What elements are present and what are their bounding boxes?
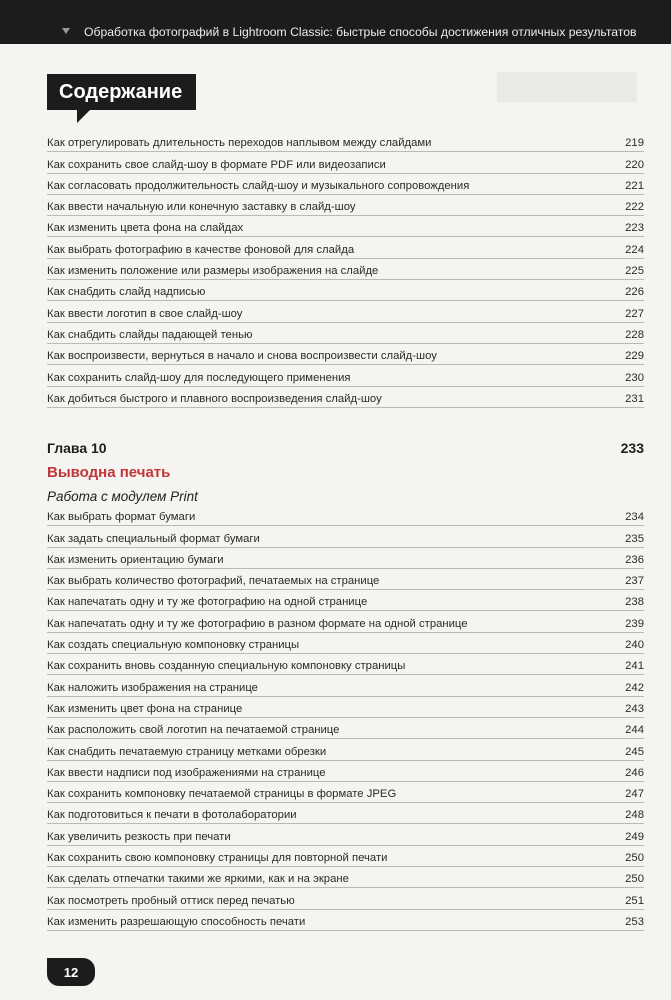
section-heading-label: Содержание (59, 80, 183, 103)
toc-entry-page: 248 (625, 809, 644, 822)
toc-entry-page: 250 (625, 852, 644, 865)
toc-entry-title: Как сделать отпечатки такими же яркими, как и на экране (47, 873, 349, 886)
toc-entry-title: Как выбрать количество фотографий, печатаемых на странице (47, 575, 380, 588)
toc-entry-title: Как увеличить резкость при печати (47, 830, 231, 843)
toc-entry-title: Как сохранить слайд-шоу для последующего применения (47, 371, 351, 384)
toc-entry (47, 739, 644, 760)
toc-entry (47, 846, 644, 867)
chapter-label: Глава 10 (47, 440, 107, 456)
toc-entry (47, 867, 644, 888)
toc-entry-page: 245 (625, 745, 644, 758)
toc-entry (47, 195, 644, 216)
toc-entry-title: Как напечатать одну и ту же фотографию на одной странице (47, 596, 368, 609)
toc-entry-page: 251 (625, 894, 644, 907)
toc-entry-page: 238 (625, 596, 644, 609)
toc-entry-page: 231 (625, 392, 644, 405)
chapter-heading (47, 440, 644, 456)
chapter-page: 233 (620, 440, 644, 456)
toc-entry-page: 240 (625, 639, 644, 652)
toc-entry (47, 782, 644, 803)
toc-entry (47, 216, 644, 237)
toc-entry-page: 250 (625, 873, 644, 886)
toc-entry-page: 225 (625, 265, 644, 278)
toc-entry-page: 224 (625, 243, 644, 256)
toc-entry-page: 226 (625, 286, 644, 299)
toc-entry (47, 237, 644, 258)
toc-entry (47, 505, 644, 526)
toc-entry-page: 249 (625, 830, 644, 843)
book-title: Обработка фотографий в Lightroom Classic: быстрые способы достижения отличных результатов (84, 25, 637, 39)
toc-list-chapter (47, 505, 644, 931)
toc-entry-page: 243 (625, 702, 644, 715)
running-header (0, 0, 671, 44)
toc-entry (47, 280, 644, 301)
toc-entry (47, 718, 644, 739)
toc-entry-page: 230 (625, 371, 644, 384)
toc-entry-title: Как подготовиться к печати в фотолаборатории (47, 809, 297, 822)
toc-entry-page: 237 (625, 575, 644, 588)
toc-entry-page: 220 (625, 158, 644, 171)
toc-entry-title: Как ввести логотип в свое слайд-шоу (47, 307, 243, 320)
page-number: 12 (63, 964, 79, 980)
toc-entry-page: 234 (625, 511, 644, 524)
toc-entry-title: Как изменить цвет фона на странице (47, 702, 243, 715)
toc-entry (47, 131, 644, 152)
toc-entry-page: 244 (625, 724, 644, 737)
toc-entry (47, 548, 644, 569)
toc-entry-title: Как ввести начальную или конечную заставку в слайд-шоу (47, 201, 356, 214)
bleed-through-shadow (497, 72, 637, 102)
toc-entry-title: Как посмотреть пробный оттиск перед печатью (47, 894, 295, 907)
toc-entry-title: Как напечатать одну и ту же фотографию в разном формате на одной странице (47, 617, 468, 630)
toc-entry (47, 910, 644, 931)
toc-list-top (47, 131, 644, 408)
toc-entry-page: 253 (625, 915, 644, 928)
toc-entry-page: 227 (625, 307, 644, 320)
toc-entry-title: Как снабдить слайды падающей тенью (47, 328, 253, 341)
toc-entry-title: Как задать специальный формат бумаги (47, 532, 260, 545)
toc-entry-page: 246 (625, 766, 644, 779)
toc-entry-title: Как добиться быстрого и плавного воспроизведения слайд-шоу (47, 392, 382, 405)
toc-entry (47, 611, 644, 632)
toc-entry-page: 223 (625, 222, 644, 235)
toc-entry-title: Как изменить разрешающую способность печати (47, 915, 306, 928)
toc-entry (47, 697, 644, 718)
toc-entry-title: Как воспроизвести, вернуться в начало и снова воспроизвести слайд-шоу (47, 350, 437, 363)
toc-entry (47, 803, 644, 824)
chapter-subtitle: Работа с модулем Print (47, 489, 198, 504)
toc-entry-title: Как расположить свой логотип на печатаемой странице (47, 724, 340, 737)
triangle-marker-icon (62, 28, 70, 34)
toc-entry-page: 235 (625, 532, 644, 545)
toc-entry-title: Как ввести надписи под изображениями на странице (47, 766, 326, 779)
toc-entry-title: Как снабдить слайд надписью (47, 286, 206, 299)
toc-entry (47, 387, 644, 408)
toc-entry (47, 654, 644, 675)
toc-entry-page: 229 (625, 350, 644, 363)
toc-entry-page: 219 (625, 137, 644, 150)
toc-entry-title: Как создать специальную компоновку страницы (47, 639, 300, 652)
toc-entry-page: 241 (625, 660, 644, 673)
toc-entry (47, 152, 644, 173)
section-heading (47, 74, 196, 110)
toc-entry-title: Как отрегулировать длительность переходов наплывом между слайдами (47, 137, 432, 150)
toc-entry-title: Как изменить ориентацию бумаги (47, 553, 224, 566)
toc-entry-page: 222 (625, 201, 644, 214)
toc-entry (47, 259, 644, 280)
toc-entry (47, 365, 644, 386)
toc-entry-title: Как наложить изображения на странице (47, 681, 258, 694)
toc-entry-title: Как изменить цвета фона на слайдах (47, 222, 244, 235)
toc-entry (47, 569, 644, 590)
toc-entry-page: 242 (625, 681, 644, 694)
toc-entry (47, 301, 644, 322)
toc-entry-title: Как сохранить компоновку печатаемой страницы в формате JPEG (47, 788, 397, 801)
toc-entry (47, 824, 644, 845)
toc-entry-title: Как согласовать продолжительность слайд-шоу и музыкального сопровождения (47, 179, 470, 192)
toc-entry-page: 221 (625, 179, 644, 192)
toc-entry-title: Как снабдить печатаемую страницу метками обрезки (47, 745, 327, 758)
toc-entry (47, 174, 644, 195)
toc-entry (47, 344, 644, 365)
toc-entry (47, 675, 644, 696)
toc-entry-page: 239 (625, 617, 644, 630)
toc-entry (47, 888, 644, 909)
chapter-title: Выводна печать (47, 464, 171, 481)
toc-entry-page: 247 (625, 788, 644, 801)
toc-entry-title: Как изменить положение или размеры изображения на слайде (47, 265, 379, 278)
toc-entry-title: Как сохранить свое слайд-шоу в формате PDF или видеозаписи (47, 158, 386, 171)
toc-entry-title: Как выбрать формат бумаги (47, 511, 196, 524)
toc-entry-title: Как сохранить свою компоновку страницы для повторной печати (47, 852, 388, 865)
toc-entry (47, 526, 644, 547)
toc-entry-page: 228 (625, 328, 644, 341)
toc-entry-page: 236 (625, 553, 644, 566)
toc-entry (47, 633, 644, 654)
speech-tail-icon (77, 109, 91, 123)
toc-entry (47, 590, 644, 611)
toc-entry-title: Как сохранить вновь созданную специальную компоновку страницы (47, 660, 406, 673)
page-number-badge (47, 958, 95, 986)
toc-entry (47, 323, 644, 344)
toc-entry (47, 761, 644, 782)
toc-entry-title: Как выбрать фотографию в качестве фоновой для слайда (47, 243, 355, 256)
